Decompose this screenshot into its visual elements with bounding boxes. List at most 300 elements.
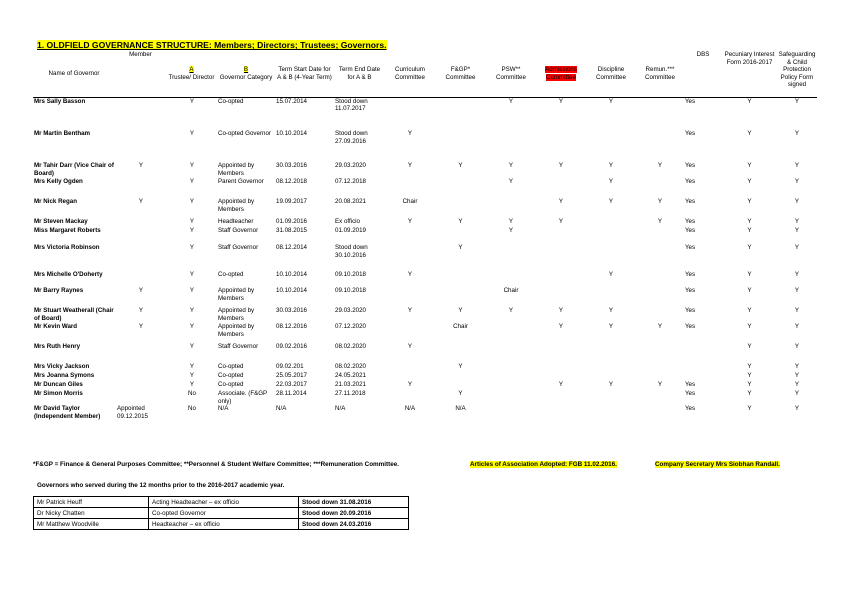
cell-safeguarding: Y xyxy=(794,405,800,413)
table-row xyxy=(33,178,817,198)
cell-pecuniary: Y xyxy=(747,405,752,413)
table-row xyxy=(33,372,817,381)
cell-psw: Y xyxy=(508,162,514,169)
cell-name: Mrs Victoria Robinson xyxy=(34,244,100,251)
cell-admissions xyxy=(536,405,586,428)
cell-safeguarding: Y xyxy=(794,287,800,294)
cell-admissions xyxy=(536,343,586,363)
cell-pecuniary: Y xyxy=(747,198,752,205)
cell-pecuniary: Y xyxy=(747,363,752,370)
list-item xyxy=(34,508,409,519)
cell-curriculum: Y xyxy=(407,130,413,137)
cell-curriculum xyxy=(385,244,435,271)
cell-name: Mrs Michelle O'Doherty xyxy=(34,271,103,278)
cell-member xyxy=(115,218,166,227)
cell-start: 10.10.2014 xyxy=(276,130,307,137)
header-dbs: DBS xyxy=(684,51,722,97)
header-name: Name of Governor xyxy=(33,51,115,97)
cell-member xyxy=(115,372,166,381)
cell-start: 08.12.2016 xyxy=(276,323,307,330)
cell-category: Staff Governor xyxy=(218,227,259,234)
cell-admissions xyxy=(536,178,586,198)
cell-dbs: Yes xyxy=(685,307,696,314)
cell-admissions: Y xyxy=(558,307,564,314)
cell-curriculum: Y xyxy=(407,218,413,225)
cell-end: 20.08.2021 xyxy=(335,198,366,205)
previous-date: Stood down 20.09.2016 xyxy=(299,508,409,519)
previous-date: Stood down 31.08.2016 xyxy=(299,497,409,508)
cell-admissions xyxy=(536,130,586,162)
cell-category: Staff Governor xyxy=(218,244,259,251)
cell-start: 10.10.2014 xyxy=(276,271,307,278)
cell-dbs: Yes xyxy=(685,178,696,185)
cell-safeguarding: Y xyxy=(794,271,800,278)
cell-safeguarding: Y xyxy=(794,162,800,169)
cell-curriculum: Y xyxy=(407,381,413,388)
cell-start: 09.02.201 xyxy=(276,363,304,370)
cell-discipline: Y xyxy=(608,198,614,205)
cell-safeguarding: Y xyxy=(794,227,800,234)
cell-discipline xyxy=(586,343,636,363)
cell-fgp: Y xyxy=(458,162,463,169)
cell-fgp xyxy=(435,372,486,381)
cell-admissions: Y xyxy=(558,162,564,169)
cell-dbs xyxy=(684,372,722,381)
cell-fgp xyxy=(435,130,486,162)
cell-safeguarding: Y xyxy=(794,218,800,225)
cell-psw xyxy=(486,363,536,372)
page-title: 1. OLDFIELD GOVERNANCE STRUCTURE: Members; Directors; Trustees; Governors. xyxy=(37,40,387,50)
previous-date: Stood down 24.03.2016 xyxy=(299,519,409,530)
cell-discipline: Y xyxy=(608,323,614,330)
cell-psw xyxy=(486,343,536,363)
cell-remun xyxy=(636,307,684,323)
header-governor: B Governor Category xyxy=(217,51,275,97)
cell-member xyxy=(115,244,166,271)
cell-trustee: Y xyxy=(189,372,195,379)
cell-trustee: Y xyxy=(189,130,195,137)
cell-safeguarding: Y xyxy=(794,343,800,350)
list-item xyxy=(34,497,409,508)
cell-trustee: Y xyxy=(189,287,195,294)
cell-category: Co-opted xyxy=(218,97,244,105)
cell-fgp: Y xyxy=(458,307,463,314)
cell-discipline: Y xyxy=(608,178,614,185)
cell-fgp xyxy=(435,271,486,287)
cell-curriculum xyxy=(385,372,435,381)
cell-member: Y xyxy=(138,307,144,314)
cell-start: 10.10.2014 xyxy=(276,287,307,294)
cell-fgp: Chair xyxy=(453,323,468,330)
cell-dbs: Yes xyxy=(685,390,696,397)
cell-psw: Y xyxy=(508,178,514,185)
cell-admissions: Y xyxy=(558,381,564,388)
cell-end: 09.10.2018 xyxy=(335,287,366,294)
cell-admissions xyxy=(536,390,586,405)
previous-name: Mr Patrick Heuff xyxy=(34,497,149,508)
cell-remun xyxy=(636,178,684,198)
cell-category: Parent Governor xyxy=(218,178,264,185)
cell-trustee: Y xyxy=(189,307,195,314)
cell-pecuniary: Y xyxy=(747,162,752,169)
cell-fgp xyxy=(435,97,486,130)
cell-end: 07.12.2020 xyxy=(335,323,366,330)
cell-start: 01.09.2016 xyxy=(276,218,307,225)
cell-pecuniary: Y xyxy=(747,97,752,105)
cell-discipline xyxy=(586,227,636,244)
cell-end: 08.02.2020 xyxy=(335,343,366,350)
cell-start: 28.11.2014 xyxy=(276,390,307,397)
cell-name: Mr Steven Mackay xyxy=(34,218,88,225)
cell-category: Co-opted xyxy=(218,363,244,370)
cell-curriculum: Y xyxy=(407,343,413,350)
cell-trustee: No xyxy=(188,405,196,413)
cell-start: 15.07.2014 xyxy=(276,97,307,105)
cell-start: 09.02.2016 xyxy=(276,343,307,350)
cell-fgp xyxy=(435,381,486,390)
cell-trustee: No xyxy=(188,390,196,397)
cell-end: 27.11.2018 xyxy=(335,390,366,397)
previous-role: Headteacher – ex officio xyxy=(149,519,299,530)
cell-trustee: Y xyxy=(189,323,195,330)
cell-name: Mrs Ruth Henry xyxy=(34,343,81,350)
cell-end: 29.03.2020 xyxy=(335,162,366,169)
cell-name: Mr Barry Raynes xyxy=(34,287,84,294)
table-row xyxy=(33,244,817,271)
header-discipline: Discipline Committee xyxy=(586,51,636,97)
cell-fgp xyxy=(435,343,486,363)
cell-pecuniary: Y xyxy=(747,227,752,234)
cell-safeguarding: Y xyxy=(794,363,800,370)
cell-pecuniary: Y xyxy=(747,218,752,225)
cell-safeguarding: Y xyxy=(794,198,800,205)
cell-curriculum: Y xyxy=(407,162,413,169)
cell-end: Stood down 27.09.2016 xyxy=(335,130,368,145)
header-safeguarding: Safeguarding & Child Protection Policy Form signed xyxy=(777,51,817,97)
cell-remun xyxy=(636,244,684,271)
cell-curriculum xyxy=(385,97,435,130)
cell-curriculum xyxy=(385,287,435,307)
cell-remun xyxy=(636,390,684,405)
cell-remun xyxy=(636,405,684,428)
cell-fgp: Y xyxy=(458,244,463,251)
table-row xyxy=(33,271,817,287)
cell-name: Mr Duncan Giles xyxy=(34,381,83,388)
cell-discipline xyxy=(586,405,636,428)
cell-category: Appointed by Members xyxy=(218,287,255,302)
cell-category: Staff Governor xyxy=(218,343,259,350)
cell-category: Co-opted xyxy=(218,372,244,379)
cell-dbs: Yes xyxy=(685,97,696,105)
cell-end: 21.03.2021 xyxy=(335,381,366,388)
cell-curriculum: Y xyxy=(407,307,413,314)
cell-pecuniary: Y xyxy=(747,287,752,294)
cell-safeguarding: Y xyxy=(794,244,800,251)
table-row xyxy=(33,390,817,405)
cell-pecuniary: Y xyxy=(747,323,752,330)
cell-pecuniary: Y xyxy=(747,130,752,137)
cell-psw: Y xyxy=(508,218,514,225)
cell-member xyxy=(115,390,166,405)
committee-footnote: *F&GP = Finance & General Purposes Committee; **Personnel & Student Welfare Committee; ***Remuneration Committee. xyxy=(33,461,399,468)
cell-category: Appointed by Members xyxy=(218,162,255,177)
cell-curriculum xyxy=(385,178,435,198)
cell-psw xyxy=(486,405,536,428)
cell-remun: Y xyxy=(657,218,663,225)
cell-trustee: Y xyxy=(189,363,195,370)
cell-dbs xyxy=(684,343,722,363)
cell-curriculum: Chair xyxy=(402,198,418,205)
cell-pecuniary: Y xyxy=(747,372,752,379)
cell-safeguarding: Y xyxy=(794,97,800,105)
list-item xyxy=(34,519,409,530)
cell-category: Appointed by Members xyxy=(218,307,255,322)
cell-safeguarding: Y xyxy=(794,381,800,388)
governance-table xyxy=(33,51,817,428)
cell-pecuniary: Y xyxy=(747,178,752,185)
cell-admissions xyxy=(536,372,586,381)
cell-discipline xyxy=(586,287,636,307)
cell-psw xyxy=(486,198,536,218)
header-psw: PSW** Committee xyxy=(486,51,536,97)
cell-fgp xyxy=(435,287,486,307)
cell-discipline xyxy=(586,244,636,271)
cell-end: 09.10.2018 xyxy=(335,271,366,278)
cell-name: Mr David Taylor (Independent Member) xyxy=(34,405,101,420)
table-row xyxy=(33,97,817,130)
previous-role: Co-opted Governor xyxy=(149,508,299,519)
cell-remun xyxy=(636,343,684,363)
cell-member xyxy=(115,343,166,363)
cell-start: 08.12.2018 xyxy=(276,178,307,185)
header-pecuniary: Pecuniary Interest Form 2016-2017 xyxy=(722,51,777,97)
cell-pecuniary: Y xyxy=(747,390,752,397)
cell-end: 07.12.2018 xyxy=(335,178,366,185)
cell-pecuniary: Y xyxy=(747,307,752,314)
cell-psw: Y xyxy=(508,97,514,105)
cell-category: Co-opted xyxy=(218,271,244,278)
cell-fgp xyxy=(435,178,486,198)
cell-psw: Chair xyxy=(503,287,519,294)
cell-admissions xyxy=(536,244,586,271)
cell-trustee: Y xyxy=(189,162,195,169)
cell-category: Headteacher xyxy=(218,218,254,225)
cell-admissions xyxy=(536,287,586,307)
cell-start: N/A xyxy=(276,405,287,413)
cell-admissions xyxy=(536,271,586,287)
cell-member xyxy=(115,271,166,287)
cell-safeguarding: Y xyxy=(794,390,800,397)
cell-dbs xyxy=(684,363,722,372)
cell-start: 25.05.2017 xyxy=(276,372,307,379)
table-row xyxy=(33,198,817,218)
cell-name: Mr Stuart Weatherall (Chair of Board) xyxy=(34,307,114,322)
cell-pecuniary: Y xyxy=(747,271,752,278)
previous-role: Acting Headteacher – ex officio xyxy=(149,497,299,508)
cell-curriculum xyxy=(385,227,435,244)
cell-dbs: Yes xyxy=(685,271,696,278)
company-secretary: Company Secretary Mrs Siobhan Randall. xyxy=(655,461,780,468)
cell-remun xyxy=(636,227,684,244)
cell-remun xyxy=(636,97,684,130)
cell-fgp xyxy=(435,198,486,218)
cell-remun xyxy=(636,363,684,372)
cell-dbs: Yes xyxy=(685,198,696,205)
table-row xyxy=(33,343,817,363)
cell-fgp: N/A xyxy=(455,405,466,413)
cell-dbs: Yes xyxy=(685,323,696,330)
cell-pecuniary: Y xyxy=(747,244,752,251)
cell-admissions: Y xyxy=(558,97,564,105)
cell-dbs: Yes xyxy=(685,405,696,413)
cell-discipline: Y xyxy=(608,97,614,105)
cell-member xyxy=(115,381,166,390)
cell-trustee: Y xyxy=(189,97,195,105)
cell-start: 22.03.2017 xyxy=(276,381,307,388)
table-row xyxy=(33,227,817,244)
cell-remun xyxy=(636,287,684,307)
cell-end: Stood down 30.10.2016 xyxy=(335,244,368,259)
table-row xyxy=(33,218,817,227)
cell-safeguarding: Y xyxy=(794,178,800,185)
cell-psw xyxy=(486,390,536,405)
table-row xyxy=(33,307,817,323)
header-member: Member xyxy=(115,51,166,97)
header-admissions: Admissions Committee xyxy=(536,51,586,97)
header-curriculum: Curriculum Committee xyxy=(385,51,435,97)
cell-discipline xyxy=(586,218,636,227)
table-row xyxy=(33,323,817,343)
cell-admissions: Y xyxy=(558,218,564,225)
cell-psw xyxy=(486,130,536,162)
cell-psw xyxy=(486,372,536,381)
cell-member xyxy=(115,363,166,372)
cell-fgp: Y xyxy=(458,218,463,225)
cell-safeguarding: Y xyxy=(794,130,800,137)
cell-dbs: Yes xyxy=(685,381,696,388)
cell-start: 30.03.2016 xyxy=(276,162,307,169)
cell-discipline: Y xyxy=(608,381,614,388)
previous-name: Dr Nicky Chatten xyxy=(34,508,149,519)
cell-category: Appointed by Members xyxy=(218,198,255,213)
cell-remun xyxy=(636,130,684,162)
cell-name: Mrs Vicky Jackson xyxy=(34,363,90,370)
cell-trustee: Y xyxy=(189,271,195,278)
cell-start: 30.03.2016 xyxy=(276,307,307,314)
cell-psw xyxy=(486,244,536,271)
cell-start: 19.09.2017 xyxy=(276,198,307,205)
cell-dbs: Yes xyxy=(685,244,696,251)
cell-dbs: Yes xyxy=(685,287,696,294)
table-row xyxy=(33,130,817,162)
cell-psw: Y xyxy=(508,227,514,234)
header-trustee: A Trustee/ Director xyxy=(166,51,217,97)
table-row xyxy=(33,381,817,390)
cell-fgp xyxy=(435,227,486,244)
previous-governors-heading: Governors who served during the 12 months prior to the 2016-2017 academic year. xyxy=(37,482,285,489)
cell-remun xyxy=(636,271,684,287)
cell-remun: Y xyxy=(657,162,663,169)
cell-end: 01.09.2019 xyxy=(335,227,366,234)
cell-start: 08.12.2014 xyxy=(276,244,307,251)
cell-member xyxy=(115,178,166,198)
cell-dbs: Yes xyxy=(685,130,696,137)
cell-curriculum: N/A xyxy=(404,405,416,413)
cell-remun: Y xyxy=(657,323,663,330)
cell-name: Mr Tahir Darr (Vice Chair of Board) xyxy=(34,162,114,177)
previous-governors-table xyxy=(33,496,409,530)
cell-member xyxy=(115,130,166,162)
cell-end: Ex officio xyxy=(335,218,360,225)
cell-name: Mr Simon Morris xyxy=(34,390,83,397)
cell-end: 08.02.2020 xyxy=(335,363,366,370)
cell-trustee: Y xyxy=(189,343,195,350)
cell-admissions: Y xyxy=(558,323,564,330)
cell-safeguarding: Y xyxy=(794,307,800,314)
cell-discipline xyxy=(586,390,636,405)
cell-curriculum xyxy=(385,363,435,372)
cell-trustee: Y xyxy=(189,198,195,205)
cell-member: Y xyxy=(138,162,144,169)
cell-end: 24.05.2021 xyxy=(335,372,366,379)
cell-name: Mr Nick Regan xyxy=(34,198,77,205)
cell-member xyxy=(115,227,166,244)
table-row xyxy=(33,405,817,428)
cell-safeguarding: Y xyxy=(794,372,800,379)
cell-member: Appointed 09.12.2015 xyxy=(117,405,148,420)
cell-curriculum xyxy=(385,390,435,405)
table-row xyxy=(33,287,817,307)
cell-dbs: Yes xyxy=(685,218,696,225)
cell-psw xyxy=(486,381,536,390)
cell-discipline xyxy=(586,372,636,381)
cell-category: Co-opted xyxy=(218,381,244,388)
cell-fgp: Y xyxy=(458,363,463,370)
cell-discipline: Y xyxy=(608,271,614,278)
cell-category: Appointed by Members xyxy=(218,323,255,338)
cell-admissions: Y xyxy=(558,198,564,205)
cell-member xyxy=(115,97,166,130)
cell-name: Miss Margaret Roberts xyxy=(34,227,101,234)
cell-curriculum: Y xyxy=(407,271,413,278)
cell-psw: Y xyxy=(508,307,514,314)
cell-psw xyxy=(486,271,536,287)
cell-trustee: Y xyxy=(189,381,195,388)
cell-member: Y xyxy=(138,323,144,330)
cell-pecuniary: Y xyxy=(747,381,752,388)
cell-remun: Y xyxy=(657,381,663,388)
cell-admissions xyxy=(536,363,586,372)
cell-admissions xyxy=(536,227,586,244)
cell-psw xyxy=(486,323,536,343)
cell-name: Mrs Kelly Ogden xyxy=(34,178,83,185)
cell-member: Y xyxy=(138,198,144,205)
cell-name: Mrs Joanna Symons xyxy=(34,372,95,379)
cell-end: Stood down 11.07.2017 xyxy=(335,97,368,113)
cell-discipline: Y xyxy=(608,162,614,169)
cell-remun: Y xyxy=(657,198,663,205)
cell-trustee: Y xyxy=(189,244,195,251)
cell-trustee: Y xyxy=(189,227,195,234)
cell-category: Co-opted Governor xyxy=(218,130,271,137)
cell-remun xyxy=(636,372,684,381)
cell-category: Associate. (F&GP only) xyxy=(218,390,268,405)
articles-note: Articles of Association Adopted: FGB 11.02.2016. xyxy=(470,461,617,468)
cell-discipline xyxy=(586,130,636,162)
cell-name: Mr Kevin Ward xyxy=(34,323,78,330)
cell-fgp: Y xyxy=(458,390,463,397)
table-row xyxy=(33,363,817,372)
